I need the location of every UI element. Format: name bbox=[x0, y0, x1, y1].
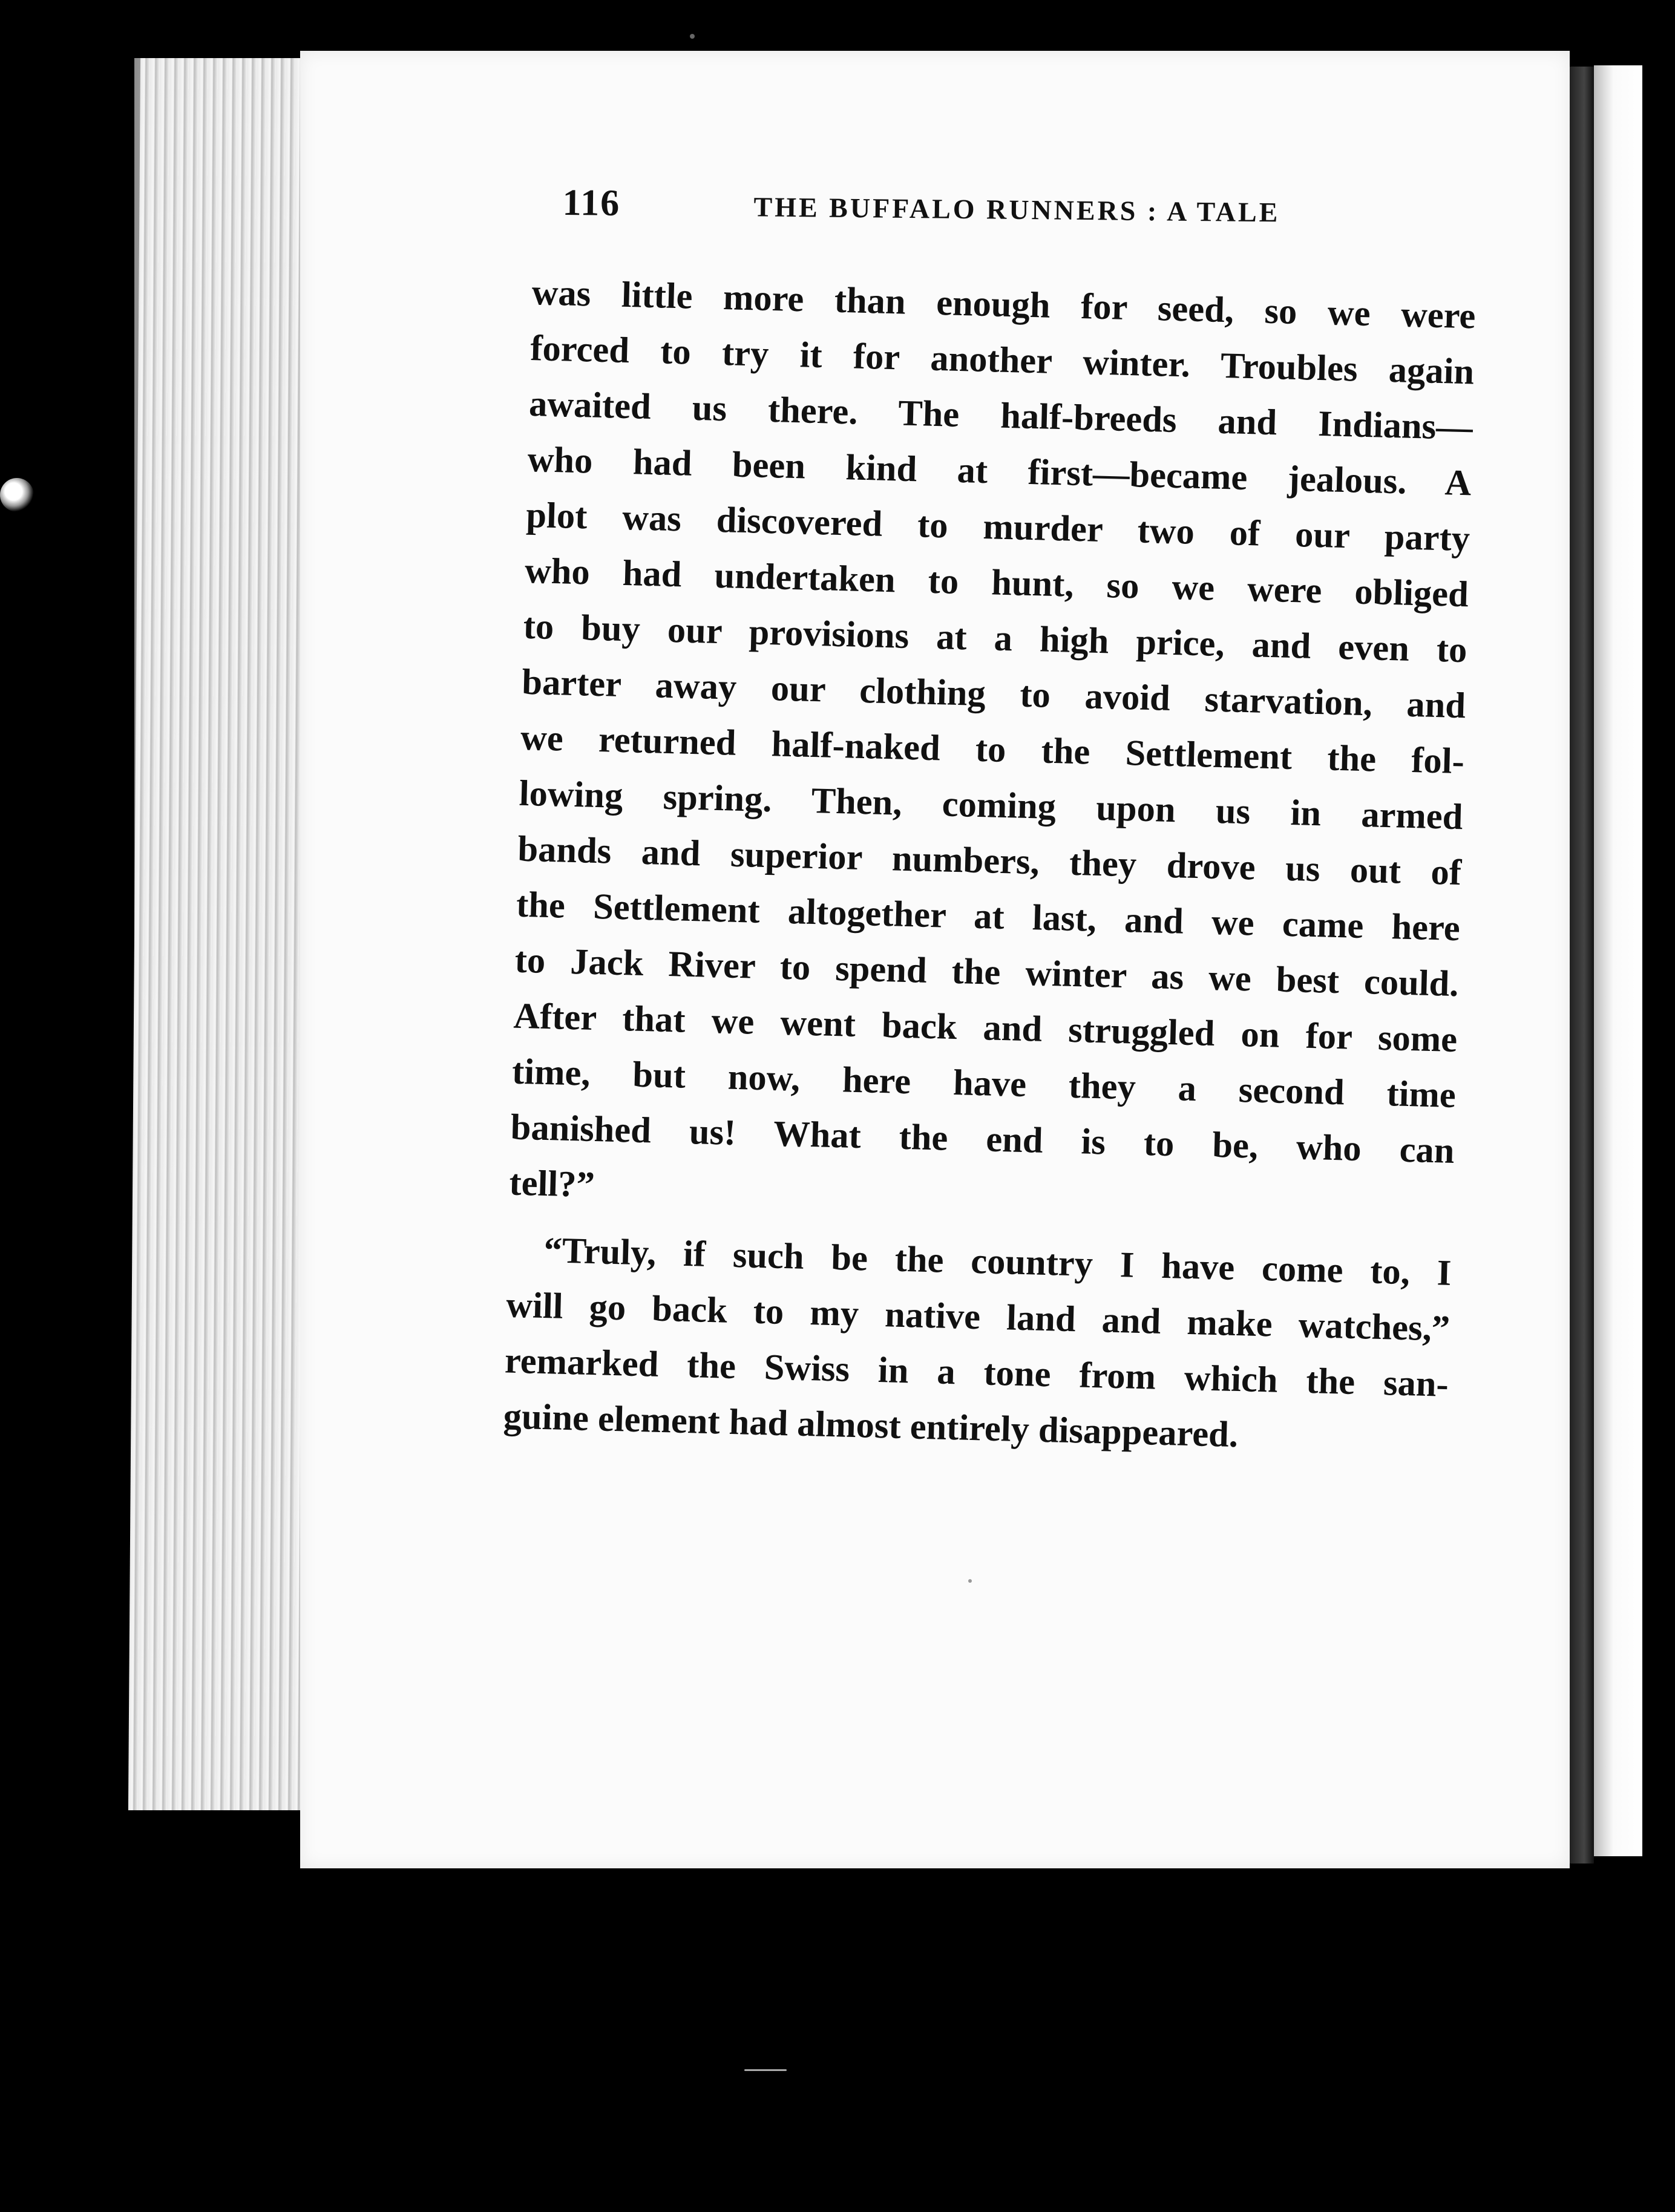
text-line: the Settlement altogether at last, and we came here bbox=[516, 884, 1461, 949]
text-line: was little more than enough for seed, so we were bbox=[531, 272, 1477, 337]
text-line: “Truly, if such be the country I have come to, I bbox=[543, 1230, 1452, 1294]
page-number: 116 bbox=[562, 182, 621, 224]
text-line: time, but now, here have they a second time bbox=[511, 1051, 1457, 1116]
stacked-page-edges bbox=[128, 58, 322, 1810]
text-line: lowing spring. Then, coming upon us in armed bbox=[519, 773, 1464, 838]
running-head: THE BUFFALO RUNNERS : A TALE bbox=[753, 191, 1280, 228]
text-line: we returned half-naked to the Settlement the fol- bbox=[520, 717, 1465, 782]
body-text bbox=[503, 265, 1477, 1468]
text-line: plot was discovered to murder two of our party bbox=[525, 494, 1470, 560]
text-line: who had been kind at first—became jealous. A bbox=[527, 439, 1472, 504]
page-header bbox=[562, 182, 1325, 250]
facing-page-sliver bbox=[1594, 65, 1642, 1856]
binding-gutter bbox=[1570, 67, 1594, 1864]
text-line: who had undertaken to hunt, so we were obliged bbox=[524, 550, 1469, 615]
text-line: tell?” bbox=[508, 1162, 595, 1206]
text-line: forced to try it for another winter. Troubles again bbox=[529, 327, 1475, 393]
dust-speck bbox=[968, 1579, 972, 1583]
text-line: guine element had almost entirely disappeared. bbox=[502, 1396, 1239, 1456]
text-line: banished us! What the end is to be, who can bbox=[510, 1107, 1455, 1172]
text-line: will go back to my native land and make watches,” bbox=[505, 1284, 1450, 1349]
text-line: awaited us there. The half-breeds and Indians— bbox=[528, 383, 1473, 448]
text-line: to buy our provisions at a high price, and even to bbox=[523, 606, 1468, 671]
dust-speck bbox=[744, 2069, 787, 2071]
text-line: to Jack River to spend the winter as we best could. bbox=[514, 940, 1460, 1005]
paragraph bbox=[503, 1222, 1452, 1468]
binding-mark bbox=[0, 478, 34, 512]
text-line: barter away our clothing to avoid starvation, and bbox=[521, 661, 1466, 727]
paragraph bbox=[508, 265, 1476, 1235]
text-line: remarked the Swiss in a tone from which the san- bbox=[504, 1340, 1449, 1405]
text-line: After that we went back and struggled on for some bbox=[513, 995, 1458, 1061]
text-line: bands and superior numbers, they drove us out of bbox=[517, 828, 1462, 894]
dust-speck bbox=[690, 34, 695, 39]
